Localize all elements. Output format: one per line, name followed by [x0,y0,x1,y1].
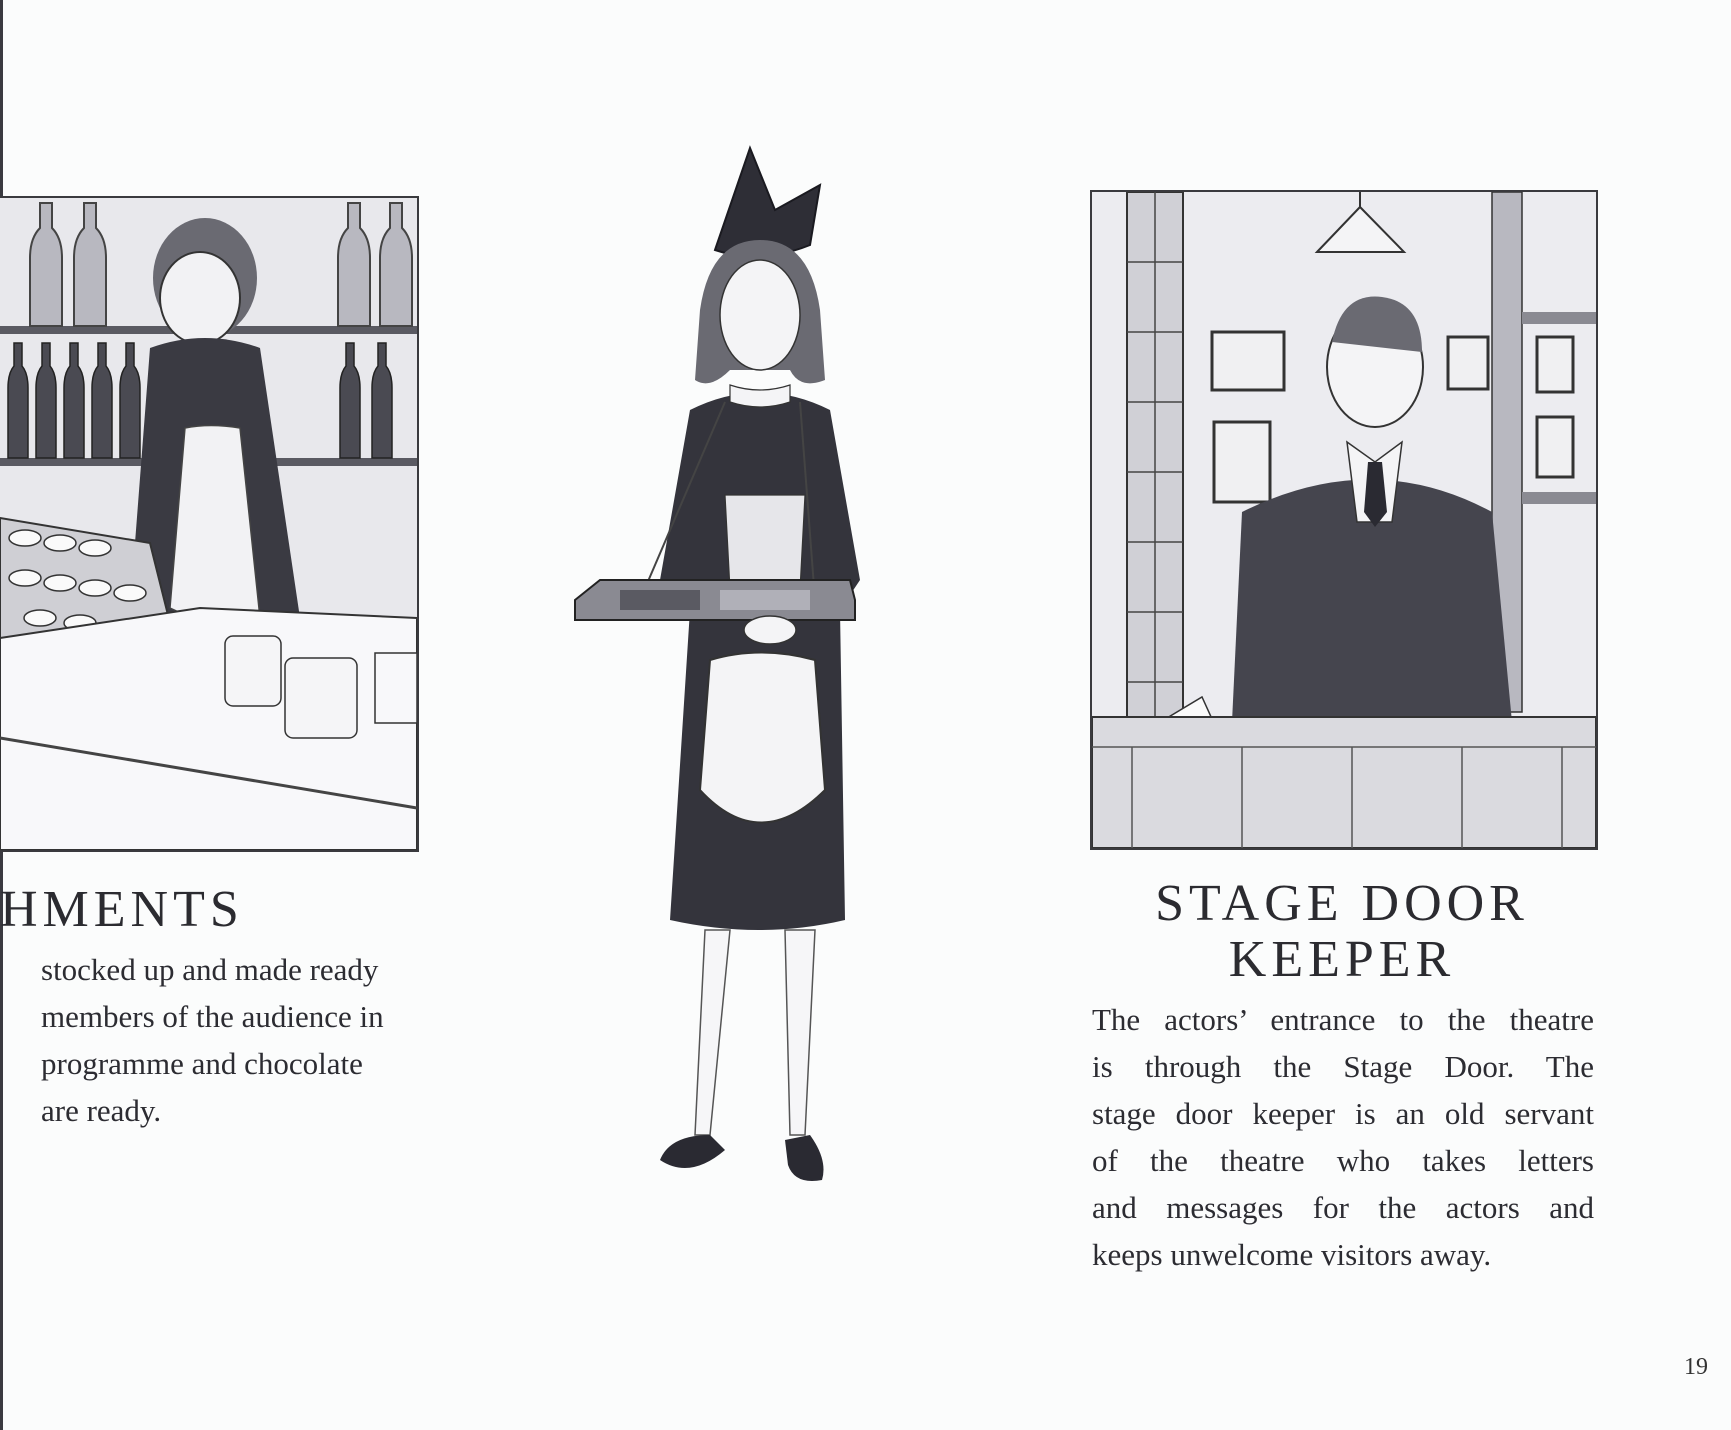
page-number: 19 [1684,1354,1708,1380]
text-line: are ready. [41,1093,162,1128]
refreshments-heading: HMENTS [0,881,244,938]
text-line: stage door keeper is an old servant [1092,1096,1594,1131]
text-line: and messages for the actors and [1092,1190,1594,1225]
text-line: programme and chocolate [41,1046,363,1081]
text-line: of the theatre who takes letters [1092,1143,1594,1178]
text-line: keeps unwelcome visitors away. [1092,1237,1492,1272]
text-line: The actors’ entrance to the theatre [1092,1002,1594,1037]
stage-door-keeper-paragraph [1092,996,1594,1278]
stage-door-keeper-illustration [1090,190,1598,850]
stage-door-keeper-heading [1090,876,1594,988]
text-line: is through the Stage Door. The [1092,1049,1594,1084]
text-line: stocked up and made ready [41,952,379,987]
refreshments-paragraph [41,946,431,1134]
refreshments-illustration [0,196,419,852]
text-line: members of the audience in [41,999,384,1034]
heading-line: STAGE DOOR [1155,875,1529,932]
heading-line: KEEPER [1228,931,1456,988]
stage-door-keeper-drawing [1092,192,1596,848]
refreshments-drawing [0,198,417,850]
usherette-drawing [560,140,930,1230]
